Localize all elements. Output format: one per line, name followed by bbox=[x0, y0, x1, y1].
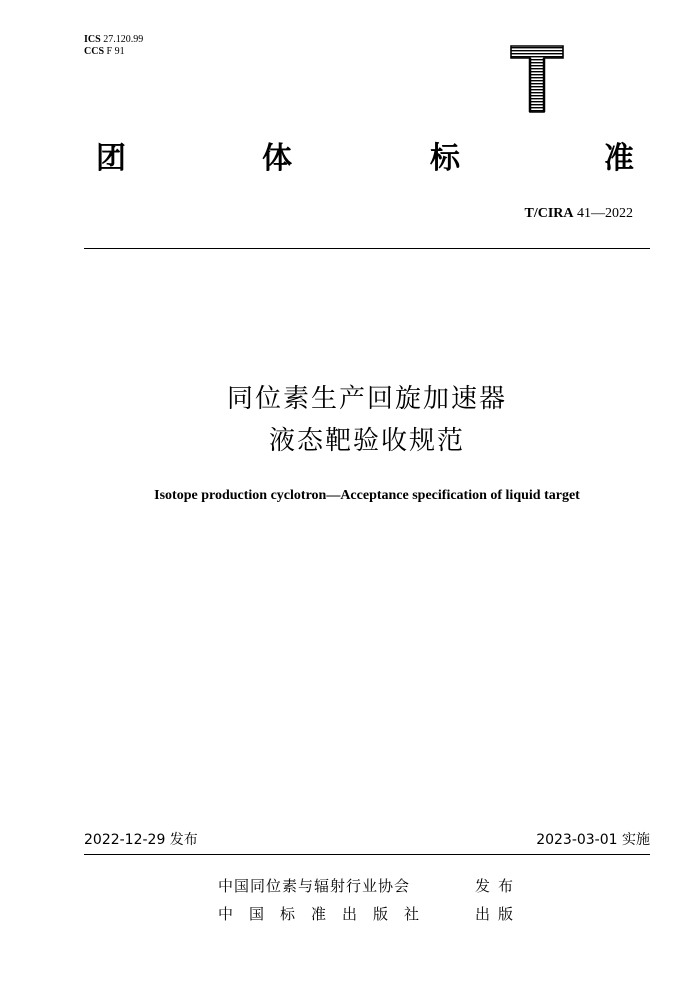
release-date: 2022-12-29 发布 bbox=[84, 832, 198, 848]
standard-number-prefix: T/CIRA bbox=[524, 206, 574, 221]
title-cn-line-1: 同位素生产回旋加速器 bbox=[226, 384, 507, 414]
title-en: Isotope production cyclotron—Acceptance specification of liquid target bbox=[154, 488, 580, 503]
title-cn-line-2: 液态靶验收规范 bbox=[268, 426, 465, 456]
top-divider bbox=[84, 248, 650, 249]
standard-number-value: 41—2022 bbox=[577, 206, 633, 221]
ccs-label: CCS bbox=[84, 46, 105, 57]
bottom-divider bbox=[84, 854, 650, 855]
publisher-association: 中国同位素与辐射行业协会 bbox=[218, 877, 411, 895]
standard-t-logo bbox=[509, 44, 565, 114]
ics-value: 27.120.99 bbox=[103, 34, 144, 45]
effective-date: 2023-03-01 实施 bbox=[536, 832, 650, 848]
ccs-value: F 91 bbox=[106, 46, 125, 57]
standard-type-char-ti: 体 bbox=[262, 141, 292, 176]
standard-type-char-tuan: 团 bbox=[96, 141, 126, 176]
standard-type-char-biao: 标 bbox=[430, 141, 460, 176]
publisher-press-action: 出版 bbox=[475, 905, 522, 923]
ics-label: ICS bbox=[84, 34, 101, 45]
standard-number bbox=[524, 206, 633, 222]
ccs-code bbox=[84, 46, 125, 57]
publisher-association-action: 发布 bbox=[475, 877, 522, 895]
standard-type-char-zhun: 准 bbox=[604, 141, 634, 176]
publisher-press: 中国标准出版社 bbox=[218, 905, 436, 923]
ics-code bbox=[84, 34, 143, 45]
